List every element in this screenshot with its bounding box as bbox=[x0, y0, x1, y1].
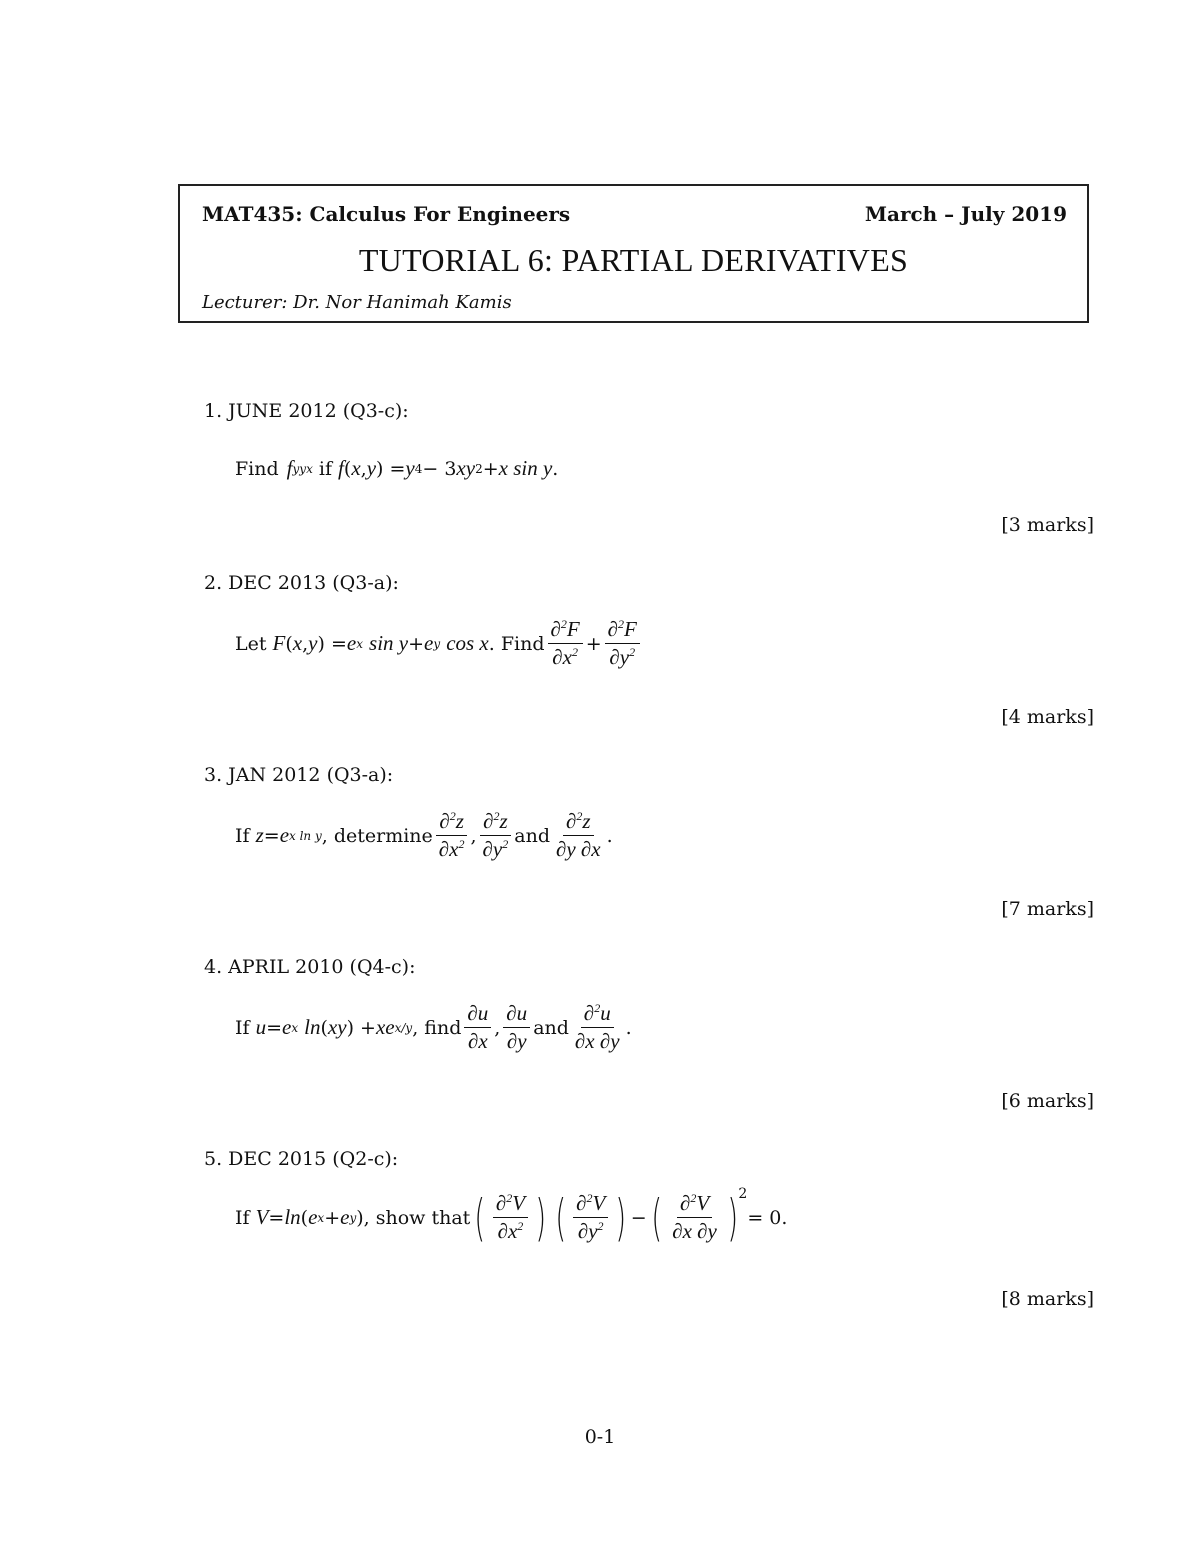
page-number: 0-1 bbox=[584, 1426, 616, 1448]
fraction: $\frac{\partial^2z}{\partial y^2}$ bbox=[480, 810, 512, 861]
question-3 bbox=[204, 764, 1094, 924]
fraction: $\frac{\partial^2z}{\partial x^2}$ bbox=[436, 810, 468, 861]
question-text: If u = e x ln ( xy ) + xe x/y , find $\frac{\partial u}{\partial x}$ , $\frac{\partial u}{\partial y}$ and $\frac{\partial^2u}{\partial x \partial y}$ . bbox=[235, 1001, 632, 1054]
question-text: If z = e x ln y , determine $\frac{\partial^2z}{\partial x^2}$ , $\frac{\partial^2z}{\partial y^2}$ and $\frac{\partial^2z}{\partial y \partial x}$ . bbox=[235, 809, 613, 862]
fraction: $\frac{\partial^2V}{\partial y^2}$ bbox=[573, 1192, 608, 1243]
fraction: $\frac{\partial u}{\partial y}$ bbox=[503, 1002, 530, 1053]
marks-label: [8 marks] bbox=[1001, 1288, 1094, 1310]
question-2 bbox=[204, 572, 1094, 732]
course-title: MAT435: Calculus For Engineers bbox=[202, 202, 571, 226]
question-text: If V = ln ( e x + e y ), show that ( $\frac{\partial^2V}{\partial x^2}$ ) ( $\frac{\partial^2V}{\partial y^2}$ ) − ( $\frac{\partial^2V}{\partial x \partial y}$ ) 2 = 0. bbox=[235, 1185, 788, 1247]
fraction: $\frac{\partial^2V}{\partial x \partial y}$ bbox=[672, 1191, 717, 1244]
question-4 bbox=[204, 956, 1094, 1116]
question-heading: 1. JUNE 2012 (Q3-c): bbox=[204, 400, 409, 422]
fraction: $\frac{\partial u}{\partial x}$ bbox=[464, 1002, 491, 1053]
fraction: $\frac{\partial^2z}{\partial y \partial x}$ bbox=[555, 809, 601, 862]
question-1 bbox=[204, 400, 1094, 540]
question-text: Find f yyx if f ( x , y ) = y 4 − 3 xy 2 + x sin y . bbox=[235, 456, 559, 480]
marks-label: [3 marks] bbox=[1001, 514, 1094, 536]
question-heading: 3. JAN 2012 (Q3-a): bbox=[204, 764, 394, 786]
term-dates: March – July 2019 bbox=[864, 202, 1067, 226]
fraction: $\frac{\partial^2u}{\partial x \partial y}$ bbox=[574, 1001, 620, 1054]
lecturer-name: Lecturer: Dr. Nor Hanimah Kamis bbox=[202, 292, 512, 313]
question-heading: 2. DEC 2013 (Q3-a): bbox=[204, 572, 399, 594]
marks-label: [4 marks] bbox=[1001, 706, 1094, 728]
fraction: $\frac{\partial^2F}{\partial x^2}$ bbox=[548, 618, 583, 669]
tutorial-title: TUTORIAL 6: PARTIAL DERIVATIVES bbox=[358, 242, 909, 278]
question-5 bbox=[204, 1148, 1094, 1318]
header-box bbox=[178, 184, 1089, 323]
fraction: $\frac{\partial^2V}{\partial x^2}$ bbox=[493, 1192, 528, 1243]
fraction: $\frac{\partial^2F}{\partial y^2}$ bbox=[605, 618, 640, 669]
question-heading: 4. APRIL 2010 (Q4-c): bbox=[204, 956, 416, 978]
marks-label: [6 marks] bbox=[1001, 1090, 1094, 1112]
marks-label: [7 marks] bbox=[1001, 898, 1094, 920]
question-heading: 5. DEC 2015 (Q2-c): bbox=[204, 1148, 399, 1170]
question-text: Let F ( x , y ) = e x sin y + e y cos x . Find $\frac{\partial^2F}{\partial x^2}$ + $\frac{\partial^2F}{\partial y^2}$ bbox=[235, 618, 643, 669]
